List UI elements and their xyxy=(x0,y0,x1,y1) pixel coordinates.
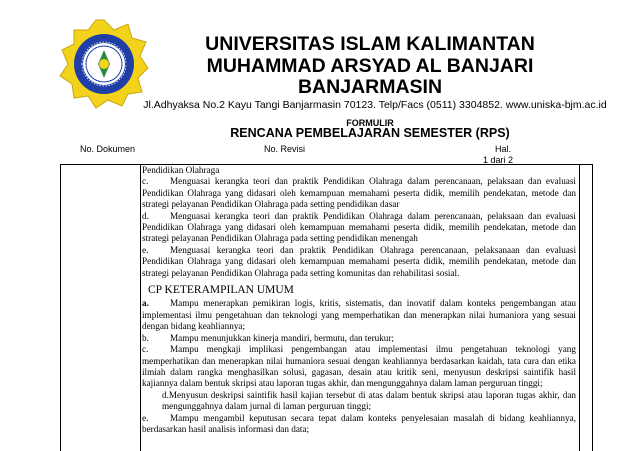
list-marker: b. xyxy=(142,332,149,343)
list-text: Mampu menerapkan pemikiran logis, kritis, sistematis, dan inovatif dalam konteks pengembangan atau implementasi ilmu pengetahuan dan teknologi yang memperhatikan dan menerapkan nilai humaniora yang sesuai dengan bidang keahliannya; xyxy=(142,298,576,332)
list-text: Menguasai kerangka teori dan praktik Pendidikan Olahraga dalam perencanaan, pelaksaan dan evaluasi Pendidikan Olahraga yang didasari oleh kemampuan memahami peserta didik, memilih pendekatan, metode dan strategi pelayanan Pendidikan Olahraga pada setting pendidikan dasar xyxy=(142,176,576,210)
page-value: 1 dari 2 xyxy=(483,155,514,165)
list-text: Menyusun deskripsi saintifik hasil kajian tersebut di atas dalam bentuk skripsi atau laporan tugas akhir, dan mengunggahnya dalam jurnal di laman perguruan tinggi; xyxy=(162,389,576,412)
rps-content xyxy=(142,165,576,435)
list-item-e xyxy=(142,245,576,279)
list-item-c xyxy=(142,176,576,210)
form-title: RENCANA PEMBELAJARAN SEMESTER (RPS) xyxy=(230,126,510,140)
list-marker: c. xyxy=(142,176,149,187)
ku-item-c xyxy=(142,344,576,390)
list-marker: e. xyxy=(142,412,149,423)
form-label: FORMULIR xyxy=(346,118,394,128)
list-marker: c. xyxy=(142,344,149,355)
list-marker: d. xyxy=(142,210,149,221)
list-marker: d. xyxy=(162,389,169,400)
university-name-line3: BANJARMASIN xyxy=(297,76,443,98)
university-address: Jl.Adhyaksa No.2 Kayu Tangi Banjarmasin 70123. Telp/Facs (0511) 3304852. www.uniska-bjm.ac.id xyxy=(143,99,607,111)
table-left-column xyxy=(61,165,141,451)
list-item-d xyxy=(142,211,576,245)
list-text: Mampu mengambil keputusan secara tepat dalam konteks penyelesaian masalah di bidang keahliannya, berdasarkan hasil analisis informasi dan data; xyxy=(142,412,576,434)
university-name-line1: UNIVERSITAS ISLAM KALIMANTAN xyxy=(205,33,535,55)
list-text: Mampu mengkaji implikasi pengembangan atau implementasi ilmu pengetahuan teknologi yang memperhatikan dan menerapkan nilai humaniora sesuai dengan keahliannya berdasarkan kaidah, tata cara dan etika ilmiah dalam rangka menghasilkan solusi, gagasan, desain atau kritik seni, menyusun deskripsi saintifik hasil kajiannya dalam bentuk skripsi atau laporan tugas akhir, dan mengunggahnya dalam laman perguruan tinggi; xyxy=(142,344,576,389)
ku-item-b xyxy=(142,333,576,344)
revision-label: No. Revisi xyxy=(264,144,306,154)
list-text: Menguasai kerangka teori dan praktik Pendidikan Olahraga dalam perencanaan, pelaksaan dan evaluasi Pendidikan Olahraga yang didasari oleh kemampuan memahami peserta didik, memilih pendekatan, metode dan strategi pelayanan Pendidikan Olahraga pada setting pendidikan menengah xyxy=(142,210,576,244)
table-right-column xyxy=(579,165,592,451)
university-logo xyxy=(58,18,150,110)
list-marker: a. xyxy=(142,298,149,309)
doc-number-label: No. Dokumen xyxy=(80,144,136,154)
ku-item-a xyxy=(142,298,576,332)
university-name-line2: MUHAMMAD ARSYAD AL BANJARI xyxy=(206,55,534,77)
section-title: CP KETERAMPILAN UMUM xyxy=(148,284,294,297)
intro-line: Pendidikan Olahraga xyxy=(142,165,220,175)
list-text: Menguasai kerangka teori dan praktik Pendidikan Olahraga perencanaan, pelaksanaan dan evaluasi Pendidikan Olahraga yang didasari oleh kemampuan memahami peserta didik, memilih pendekatan, metode dan strategi pelayanan Pendidikan Olahraga pada setting komunitas dan rehabilitasi sosial. xyxy=(142,244,576,278)
page-label: Hal. xyxy=(495,144,512,154)
list-marker: e. xyxy=(142,244,149,255)
ku-item-e xyxy=(142,413,576,436)
list-text: Mampu menunjukkan kinerja mandiri, bermutu, dan terukur; xyxy=(170,332,395,343)
ku-item-d xyxy=(142,390,576,413)
